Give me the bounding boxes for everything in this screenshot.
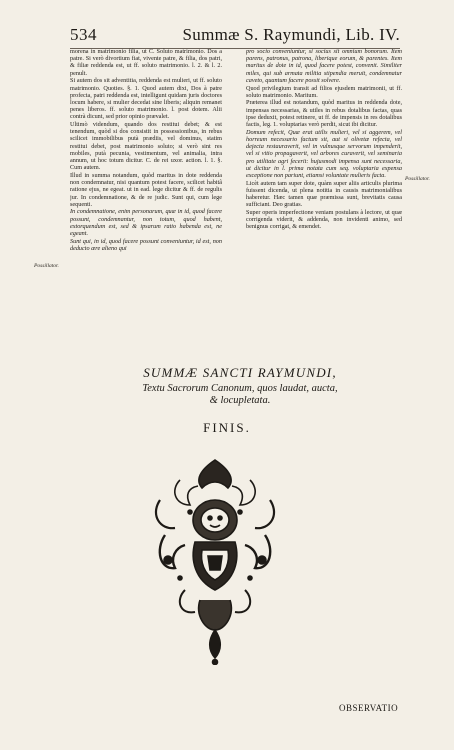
left-column bbox=[70, 48, 222, 348]
right-paragraph: Super operis imperfectione veniam postulans à lectore, ut quæ corrigenda viderit, & addenda, non invidenti animo, sed benignus corrigat, & emendet. bbox=[246, 208, 402, 231]
page-number: 534 bbox=[70, 25, 97, 44]
left-paragraph: morena in matrimonio filia, ut C. Soluto matrimonio. Dos a patre. Si verò divortium fiat, vivente patre, & filia, dos patri, & filiæ reddenda est, ut ff. soluto matrimonio. l. 2. & l. 2. penult. bbox=[70, 48, 222, 77]
left-paragraph-italic: Sunt qui, in id, quod facere possunt conveniuntur, id est, non deducto ære alieno qui bbox=[70, 237, 222, 252]
left-paragraph: Ultimò videndum, quando dos restitui debet; & est tenendum, quòd si dos consistit in possessionibus, in rebus scilicet immobilibus putà prædiis, vel dominus, statim restitui debet, post matrimonio soluto; si verò sint res mobiles, putà pecunia, vestimentum, vel animalia, intra annum, ut hoc totum dicitur. C. de rei uxor. action. l. 1. §. Cum autem. bbox=[70, 121, 222, 172]
margin-note-left: Possillator. bbox=[34, 263, 59, 269]
running-title: Summæ S. Raymundi, Lib. IV. bbox=[182, 25, 400, 44]
page-header bbox=[70, 25, 400, 49]
ornamental-tailpiece-icon bbox=[140, 450, 290, 665]
finis-label: FINIS. bbox=[203, 420, 251, 435]
right-paragraph-italic: pro socio conveniuntur, si socius sit omnium bonorum. Item parens, patronus, patrona, liberique eorum, & parentes. Item maritus de dote in id, quod facere potest, convenit. Similiter miles, qui sub armata militia stipendia meruit, condemnatur caveto, quantum facere possit solvere. bbox=[246, 48, 402, 84]
closing-subtitle: Textu Sacrorum Canonum, quos laudat, aucta, bbox=[142, 383, 338, 394]
right-paragraph: Quod privilegium transit ad filios ejusdem matrimonii, ut ff. soluto matrimonio. Maritum. bbox=[246, 84, 402, 99]
left-paragraph: Si autem dos sit adventitia, reddenda est mulieri, ut ff. soluto matrimonio. Quoties. §. 1. Quod autem dixi, Dos à patre profecta, patri reddenda est, intelligunt quidam juris doctores locum habere, si mulier decedat sine liberis; aliquin remanet penes liberos. ff. soluto matrimonio. l. post dotem. Alii contrà dicunt, sed prior opinio prævalet. bbox=[70, 77, 222, 121]
closing-title-block bbox=[70, 365, 410, 406]
right-paragraph: Licèt autem tam super dote, quàm super aliis articulis plurima fuissent dicenda, ut plena notitia in causis matrimonialibus haberetur. Hæc tamen quæ præmissa sunt, brevitatis causa sufficiant. Deo gratias. bbox=[246, 179, 402, 209]
closing-title: SUMMÆ SANCTI RAYMUNDI, bbox=[143, 365, 337, 380]
margin-note-right: Possillator. bbox=[405, 176, 430, 182]
right-paragraph-italic: Domum refecit, Quæ erat utilis mulieri, vel si aggerem, vel horreum necessario factum sit, aut si olivetæ refecta, vel dejecta restauraverit, vel in vulnusque servorum impenderit, vel si vitio propagaverit, vel arbores curaverit, vel seminaria pro utilitate agri fecerit: hujusmodi impensa sunt necessaria, ut dicitur in l. prima notata cum seq. voluptaria expensa exceptione non pariunt, etiamsi voluntate mulieris facta. bbox=[246, 128, 402, 179]
right-paragraph: Præterea illud est notandum, quòd maritus in reddenda dote, impensas necessarias, & utiles in rebus dotalibus factas, quas ipse deduxit, potest retinere, ut ff. de impensis in res dotalibus factis, leg. 1. voluptarias verò perdit, sicut ibi dicitur. bbox=[246, 99, 402, 129]
left-paragraph: Illud in summa notandum, quòd maritus in dote reddenda non condemnatur, nisi quantum potest facere, scilicet habitâ ratione ejus, ne egeat. ut in ead. lege dicitur & ff. de regulis jur. In condemnatione, & de re judic. Sunt qui, cum lege sequenti. bbox=[70, 171, 222, 208]
right-column bbox=[246, 48, 402, 348]
left-paragraph-italic: In condemnatione, enim personarum, quæ in id, quod facere possunt, condemnantur, non totum, quod habent, extorquendum est, sed & ipsarum ratio habenda est, ne egeant. bbox=[70, 208, 222, 238]
catchword: OBSERVATIO bbox=[339, 703, 399, 713]
closing-subtitle-line: & locupletata. bbox=[209, 395, 271, 406]
